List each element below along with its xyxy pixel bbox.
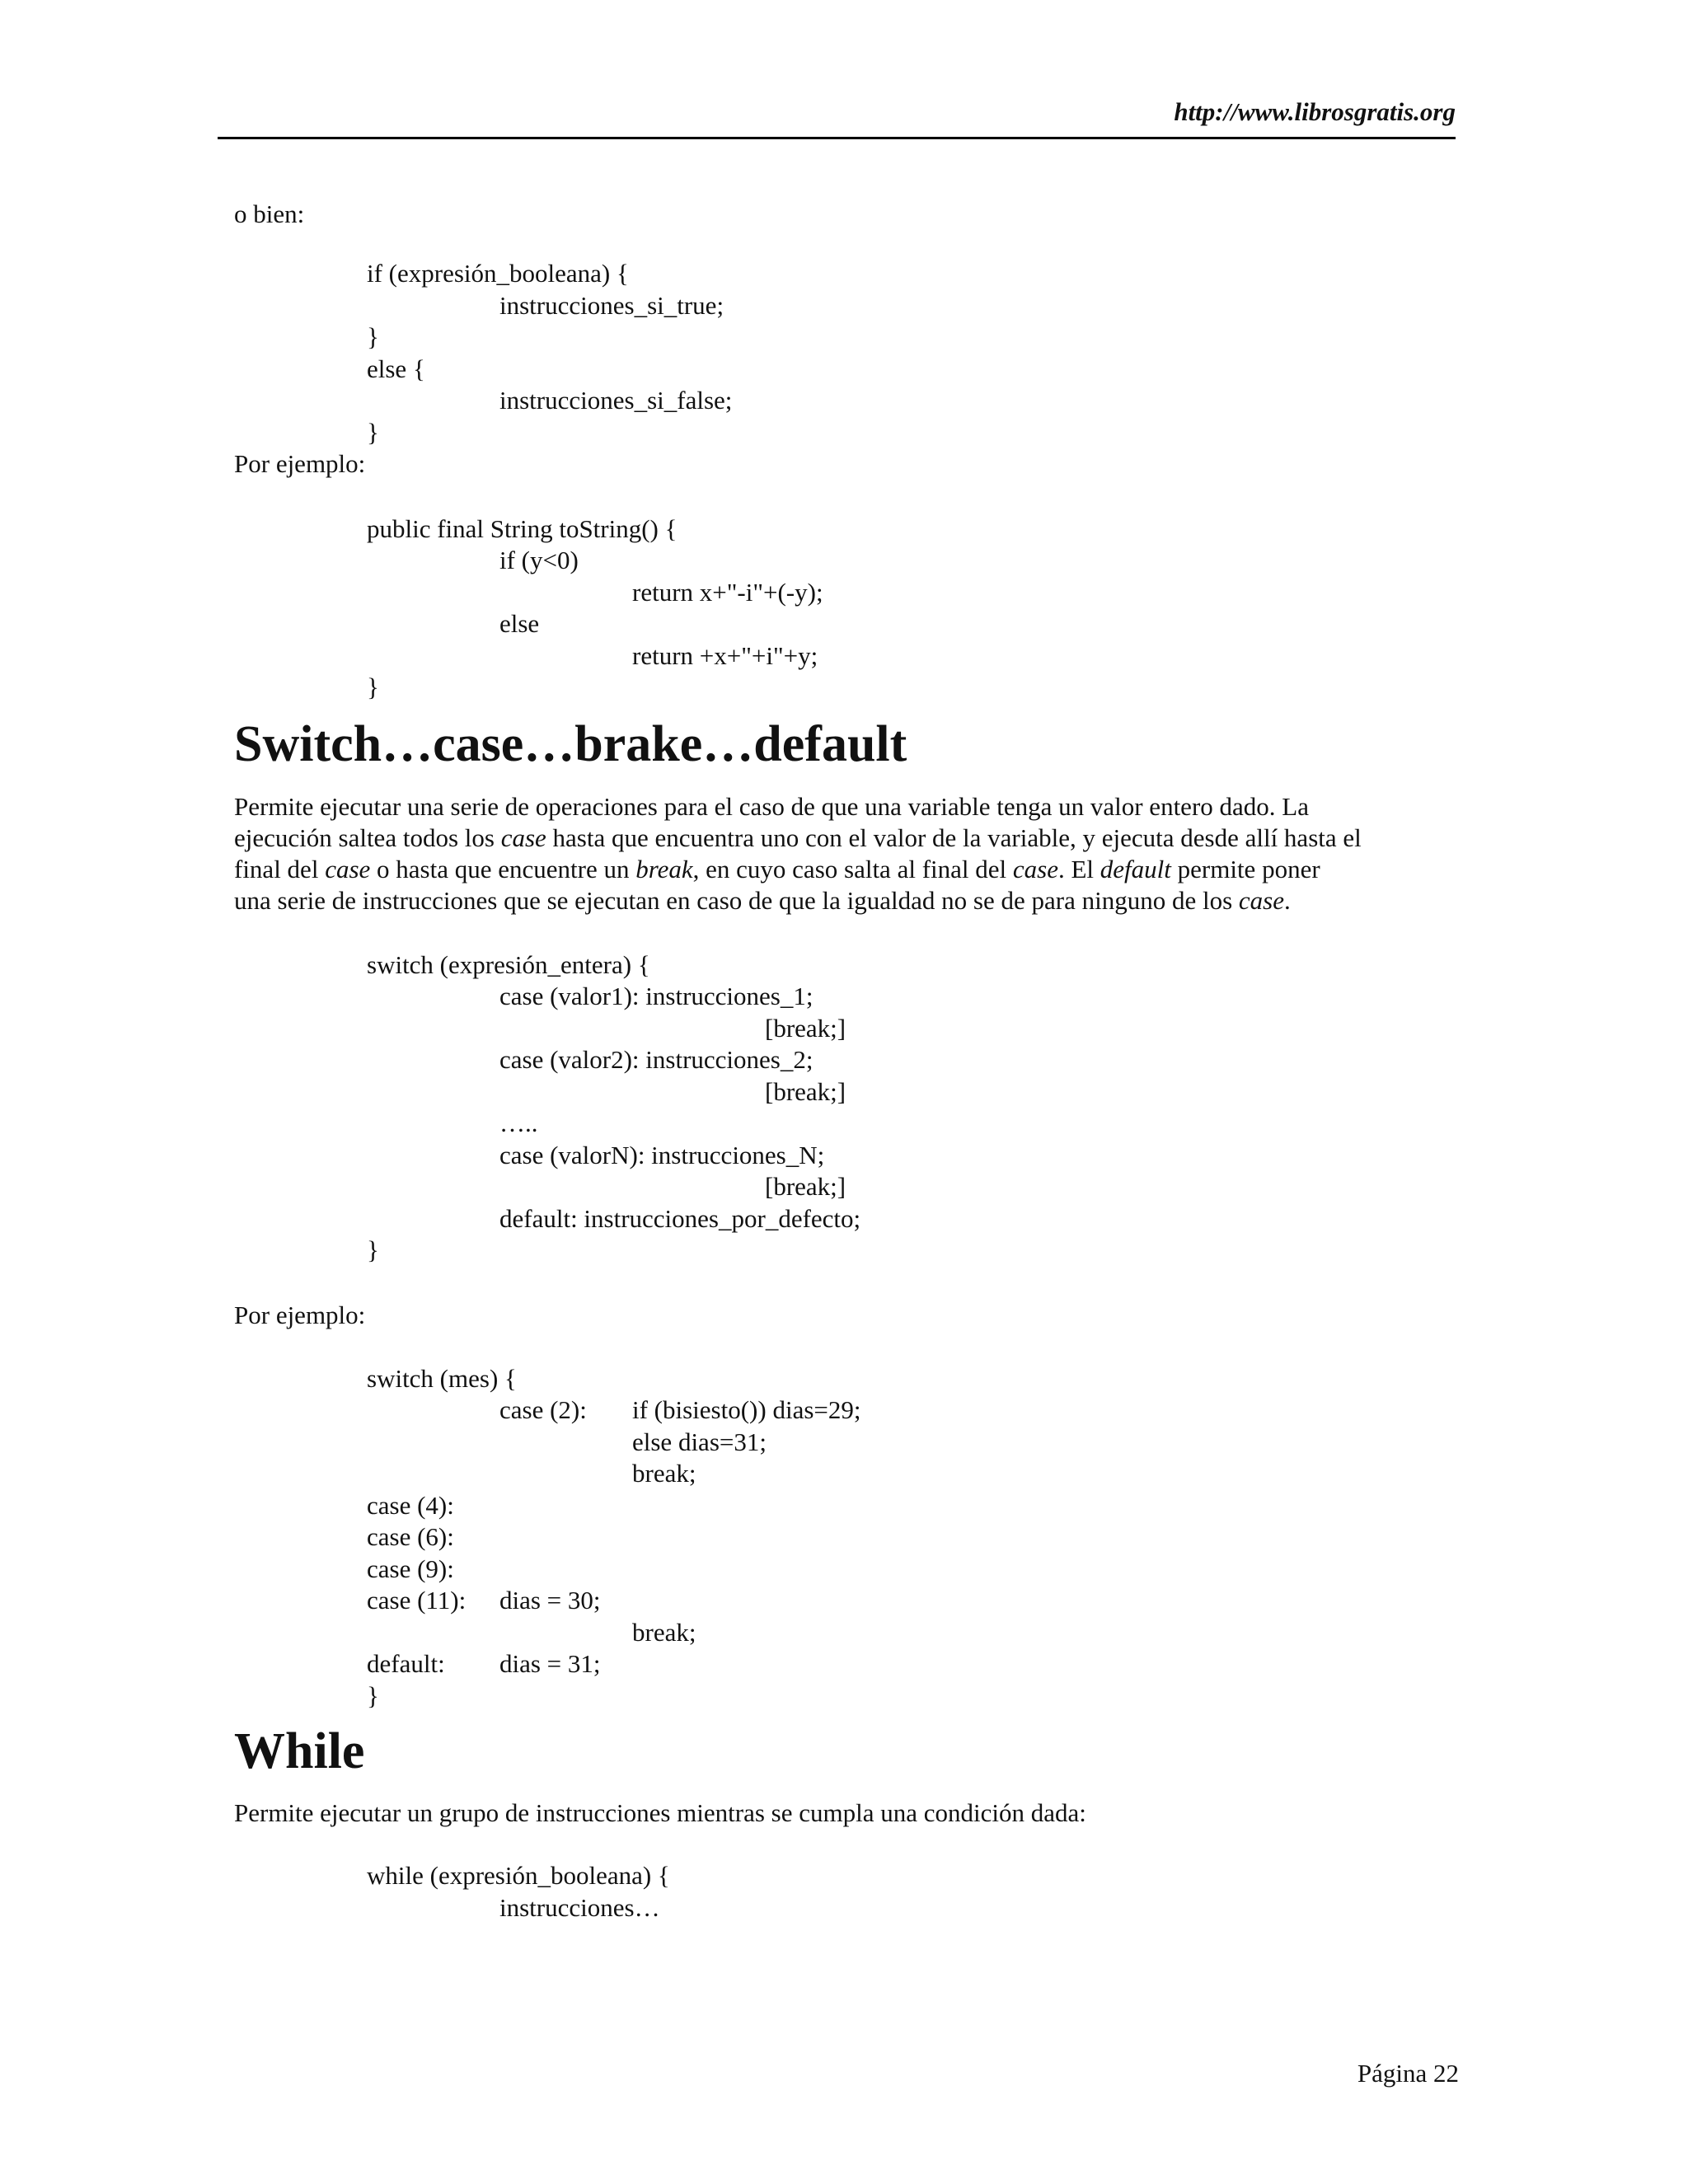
- code-line: instrucciones_si_true;: [499, 291, 724, 320]
- code-line: if (bisiesto()) dias=29;: [632, 1395, 861, 1424]
- while-paragraph: Permite ejecutar un grupo de instrucciones mientras se cumpla una condición dada:: [234, 1798, 1086, 1827]
- code-line: }: [367, 673, 379, 701]
- code-line: default:: [367, 1649, 445, 1678]
- header-rule: [218, 137, 1456, 139]
- code-line: case (2):: [499, 1395, 587, 1424]
- code-line: case (valor1): instrucciones_1;: [499, 982, 814, 1010]
- code-line: case (valor2): instrucciones_2;: [499, 1045, 814, 1074]
- paragraph-line: una serie de instrucciones que se ejecutan en caso de que la igualdad no se de para ninguno de los case.: [234, 886, 1291, 915]
- switch-paragraph: [234, 791, 1462, 916]
- code-line: return x+"-i"+(-y);: [632, 578, 823, 607]
- code-line: if (y<0): [499, 546, 579, 574]
- code-line: else {: [367, 354, 425, 383]
- page-number: Página 22: [1357, 2059, 1459, 2088]
- code-line: [break;]: [765, 1014, 846, 1043]
- code-line: instrucciones_si_false;: [499, 386, 733, 415]
- code-line: dias = 31;: [499, 1649, 601, 1678]
- code-line: instrucciones…: [499, 1893, 660, 1922]
- code-line: switch (mes) {: [367, 1364, 517, 1393]
- section-heading-while: While: [234, 1723, 365, 1779]
- section-heading-switch: Switch…case…brake…default: [234, 716, 907, 772]
- paragraph-line: Permite ejecutar una serie de operaciones para el caso de que una variable tenga un valor entero dado. La: [234, 792, 1309, 821]
- code-line: default: instrucciones_por_defecto;: [499, 1204, 861, 1233]
- code-line: }: [367, 322, 379, 351]
- code-line: }: [367, 418, 379, 447]
- code-line: case (4):: [367, 1491, 454, 1520]
- example-label: Por ejemplo:: [234, 1301, 366, 1329]
- code-line: public final String toString() {: [367, 514, 678, 543]
- code-line: if (expresión_booleana) {: [367, 259, 629, 288]
- example-label: Por ejemplo:: [234, 449, 366, 478]
- paragraph-line: ejecución saltea todos los case hasta que encuentra uno con el valor de la variable, y ejecuta desde allí hasta el: [234, 823, 1362, 852]
- code-line: }: [367, 1681, 379, 1710]
- paragraph-line: final del case o hasta que encuentre un break, en cuyo caso salta al final del case. El default permite poner: [234, 855, 1320, 883]
- code-line: case (6):: [367, 1522, 454, 1551]
- code-line: [break;]: [765, 1172, 846, 1201]
- code-line: dias = 30;: [499, 1586, 601, 1615]
- code-line: else dias=31;: [632, 1427, 767, 1456]
- code-line: while (expresión_booleana) {: [367, 1861, 670, 1890]
- code-line: return +x+"+i"+y;: [632, 641, 818, 670]
- header-url: http://www.librosgratis.org: [1174, 97, 1456, 126]
- code-line: case (9):: [367, 1554, 454, 1583]
- code-line: }: [367, 1235, 379, 1264]
- code-line: …..: [499, 1108, 538, 1137]
- code-line: break;: [632, 1618, 696, 1647]
- code-line: case (valorN): instrucciones_N;: [499, 1141, 825, 1169]
- code-line: else: [499, 609, 540, 638]
- code-line: case (11):: [367, 1586, 467, 1615]
- code-line: [break;]: [765, 1077, 846, 1106]
- intro-text: o bien:: [234, 199, 305, 228]
- code-line: switch (expresión_entera) {: [367, 950, 650, 979]
- code-line: break;: [632, 1459, 696, 1488]
